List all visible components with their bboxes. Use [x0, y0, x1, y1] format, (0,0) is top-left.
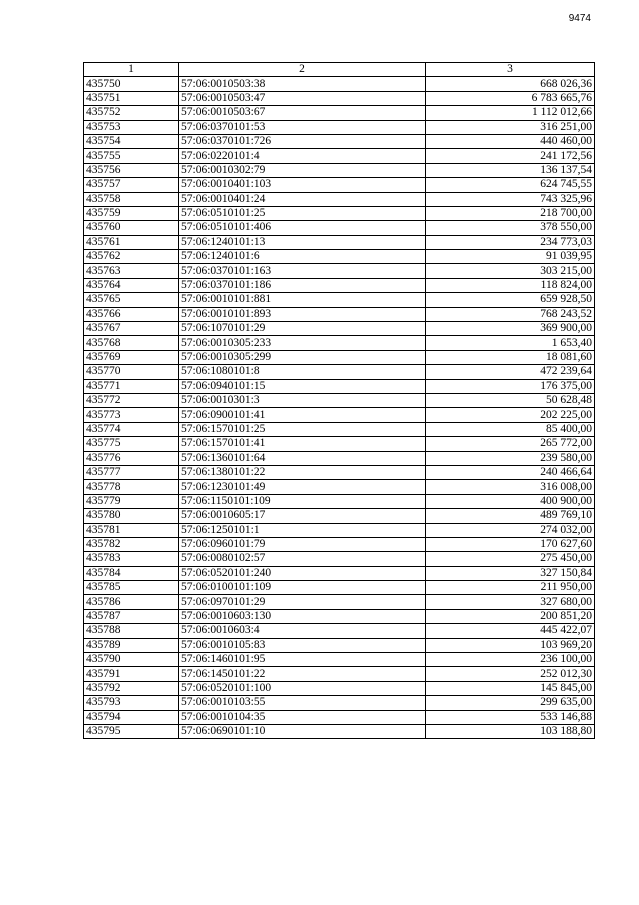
row-number-cell: 435760 — [84, 221, 179, 235]
row-number-cell: 435783 — [84, 552, 179, 566]
table-row — [84, 437, 595, 451]
value-cell: 240 466,64 — [426, 465, 595, 479]
table-row — [84, 480, 595, 494]
value-cell: 445 422,07 — [426, 624, 595, 638]
value-cell: 668 026,36 — [426, 77, 595, 91]
value-cell: 659 928,50 — [426, 293, 595, 307]
table-row — [84, 393, 595, 407]
value-cell: 6 783 665,76 — [426, 91, 595, 105]
cadastral-number-cell: 57:06:0220101:4 — [179, 149, 426, 163]
table-row — [84, 724, 595, 738]
cadastral-number-cell: 57:06:1240101:13 — [179, 235, 426, 249]
table-row — [84, 365, 595, 379]
row-number-cell: 435754 — [84, 134, 179, 148]
value-cell: 327 680,00 — [426, 595, 595, 609]
table-row — [84, 350, 595, 364]
table-row — [84, 163, 595, 177]
value-cell: 236 100,00 — [426, 653, 595, 667]
row-number-cell: 435793 — [84, 696, 179, 710]
row-number-cell: 435763 — [84, 264, 179, 278]
table-row — [84, 494, 595, 508]
table-row — [84, 307, 595, 321]
row-number-cell: 435779 — [84, 494, 179, 508]
table-row — [84, 667, 595, 681]
cadastral-number-cell: 57:06:0010603:4 — [179, 624, 426, 638]
table-row — [84, 465, 595, 479]
row-number-cell: 435787 — [84, 609, 179, 623]
data-table — [83, 62, 595, 739]
table-row — [84, 552, 595, 566]
row-number-cell: 435771 — [84, 379, 179, 393]
cadastral-number-cell: 57:06:1460101:95 — [179, 653, 426, 667]
row-number-cell: 435755 — [84, 149, 179, 163]
row-number-cell: 435790 — [84, 653, 179, 667]
row-number-cell: 435770 — [84, 365, 179, 379]
cadastral-number-cell: 57:06:1450101:22 — [179, 667, 426, 681]
table-row — [84, 379, 595, 393]
row-number-cell: 435761 — [84, 235, 179, 249]
cadastral-number-cell: 57:06:0520101:100 — [179, 681, 426, 695]
column-header-3: 3 — [426, 63, 595, 77]
table-row — [84, 192, 595, 206]
cadastral-number-cell: 57:06:0010302:79 — [179, 163, 426, 177]
value-cell: 239 580,00 — [426, 451, 595, 465]
value-cell: 400 900,00 — [426, 494, 595, 508]
value-cell: 85 400,00 — [426, 422, 595, 436]
value-cell: 211 950,00 — [426, 581, 595, 595]
table-row — [84, 422, 595, 436]
row-number-cell: 435781 — [84, 523, 179, 537]
cadastral-number-cell: 57:06:0010605:17 — [179, 509, 426, 523]
row-number-cell: 435750 — [84, 77, 179, 91]
table-body — [84, 77, 595, 739]
value-cell: 316 251,00 — [426, 120, 595, 134]
row-number-cell: 435766 — [84, 307, 179, 321]
cadastral-number-cell: 57:06:0010101:881 — [179, 293, 426, 307]
table-row — [84, 509, 595, 523]
table-row — [84, 221, 595, 235]
table-row — [84, 408, 595, 422]
row-number-cell: 435791 — [84, 667, 179, 681]
row-number-cell: 435780 — [84, 509, 179, 523]
row-number-cell: 435768 — [84, 336, 179, 350]
table-row — [84, 264, 595, 278]
table-row — [84, 206, 595, 220]
row-number-cell: 435782 — [84, 537, 179, 551]
row-number-cell: 435756 — [84, 163, 179, 177]
table-row — [84, 322, 595, 336]
column-header-1: 1 — [84, 63, 179, 77]
row-number-cell: 435788 — [84, 624, 179, 638]
value-cell: 136 137,54 — [426, 163, 595, 177]
cadastral-number-cell: 57:06:0010603:130 — [179, 609, 426, 623]
row-number-cell: 435777 — [84, 465, 179, 479]
table-row — [84, 278, 595, 292]
value-cell: 743 325,96 — [426, 192, 595, 206]
cadastral-number-cell: 57:06:0010305:299 — [179, 350, 426, 364]
cadastral-number-cell: 57:06:0370101:186 — [179, 278, 426, 292]
table-row — [84, 595, 595, 609]
value-cell: 265 772,00 — [426, 437, 595, 451]
table-row — [84, 250, 595, 264]
value-cell: 489 769,10 — [426, 509, 595, 523]
cadastral-number-cell: 57:06:0010401:24 — [179, 192, 426, 206]
table-row — [84, 681, 595, 695]
value-cell: 241 172,56 — [426, 149, 595, 163]
table-row — [84, 523, 595, 537]
table-row — [84, 293, 595, 307]
value-cell: 103 969,20 — [426, 638, 595, 652]
value-cell: 103 188,80 — [426, 724, 595, 738]
cadastral-number-cell: 57:06:0010503:47 — [179, 91, 426, 105]
table-row — [84, 566, 595, 580]
table-row — [84, 710, 595, 724]
cadastral-number-cell: 57:06:0010301:3 — [179, 393, 426, 407]
cadastral-number-cell: 57:06:0690101:10 — [179, 724, 426, 738]
value-cell: 472 239,64 — [426, 365, 595, 379]
row-number-cell: 435759 — [84, 206, 179, 220]
value-cell: 91 039,95 — [426, 250, 595, 264]
cadastral-number-cell: 57:06:0010401:103 — [179, 178, 426, 192]
table-row — [84, 178, 595, 192]
value-cell: 145 845,00 — [426, 681, 595, 695]
value-cell: 369 900,00 — [426, 322, 595, 336]
cadastral-number-cell: 57:06:0510101:25 — [179, 206, 426, 220]
table-row — [84, 696, 595, 710]
row-number-cell: 435786 — [84, 595, 179, 609]
row-number-cell: 435762 — [84, 250, 179, 264]
cadastral-number-cell: 57:06:0510101:406 — [179, 221, 426, 235]
value-cell: 202 225,00 — [426, 408, 595, 422]
row-number-cell: 435773 — [84, 408, 179, 422]
table-row — [84, 235, 595, 249]
row-number-cell: 435774 — [84, 422, 179, 436]
page-number: 9474 — [568, 13, 591, 24]
cadastral-number-cell: 57:06:0010101:893 — [179, 307, 426, 321]
table-row — [84, 77, 595, 91]
cadastral-number-cell: 57:06:0520101:240 — [179, 566, 426, 580]
table-row — [84, 91, 595, 105]
cadastral-number-cell: 57:06:0940101:15 — [179, 379, 426, 393]
row-number-cell: 435794 — [84, 710, 179, 724]
value-cell: 533 146,88 — [426, 710, 595, 724]
value-cell: 1 653,40 — [426, 336, 595, 350]
table-row — [84, 336, 595, 350]
value-cell: 234 773,03 — [426, 235, 595, 249]
row-number-cell: 435751 — [84, 91, 179, 105]
table-header — [84, 63, 595, 77]
cadastral-number-cell: 57:06:1230101:49 — [179, 480, 426, 494]
value-cell: 176 375,00 — [426, 379, 595, 393]
cadastral-number-cell: 57:06:1240101:6 — [179, 250, 426, 264]
row-number-cell: 435784 — [84, 566, 179, 580]
cadastral-number-cell: 57:06:0370101:163 — [179, 264, 426, 278]
value-cell: 274 032,00 — [426, 523, 595, 537]
table-row — [84, 106, 595, 120]
cadastral-number-cell: 57:06:0370101:726 — [179, 134, 426, 148]
row-number-cell: 435775 — [84, 437, 179, 451]
row-number-cell: 435765 — [84, 293, 179, 307]
table-row — [84, 134, 595, 148]
value-cell: 303 215,00 — [426, 264, 595, 278]
value-cell: 18 081,60 — [426, 350, 595, 364]
cadastral-number-cell: 57:06:0010105:83 — [179, 638, 426, 652]
value-cell: 170 627,60 — [426, 537, 595, 551]
cadastral-number-cell: 57:06:0010104:35 — [179, 710, 426, 724]
row-number-cell: 435795 — [84, 724, 179, 738]
header-row — [84, 63, 595, 77]
value-cell: 218 700,00 — [426, 206, 595, 220]
row-number-cell: 435752 — [84, 106, 179, 120]
row-number-cell: 435772 — [84, 393, 179, 407]
cadastral-number-cell: 57:06:0960101:79 — [179, 537, 426, 551]
row-number-cell: 435767 — [84, 322, 179, 336]
table-row — [84, 581, 595, 595]
cadastral-number-cell: 57:06:0970101:29 — [179, 595, 426, 609]
value-cell: 440 460,00 — [426, 134, 595, 148]
cadastral-number-cell: 57:06:0900101:41 — [179, 408, 426, 422]
value-cell: 200 851,20 — [426, 609, 595, 623]
cadastral-number-cell: 57:06:0010305:233 — [179, 336, 426, 350]
cadastral-number-cell: 57:06:0010503:67 — [179, 106, 426, 120]
value-cell: 768 243,52 — [426, 307, 595, 321]
table-row — [84, 120, 595, 134]
cadastral-number-cell: 57:06:1250101:1 — [179, 523, 426, 537]
row-number-cell: 435757 — [84, 178, 179, 192]
cadastral-number-cell: 57:06:1570101:25 — [179, 422, 426, 436]
cadastral-number-cell: 57:06:1070101:29 — [179, 322, 426, 336]
row-number-cell: 435769 — [84, 350, 179, 364]
table-row — [84, 653, 595, 667]
value-cell: 299 635,00 — [426, 696, 595, 710]
column-header-2: 2 — [179, 63, 426, 77]
row-number-cell: 435753 — [84, 120, 179, 134]
value-cell: 1 112 012,66 — [426, 106, 595, 120]
value-cell: 327 150,84 — [426, 566, 595, 580]
value-cell: 378 550,00 — [426, 221, 595, 235]
row-number-cell: 435776 — [84, 451, 179, 465]
cadastral-number-cell: 57:06:1570101:41 — [179, 437, 426, 451]
table-row — [84, 638, 595, 652]
cadastral-number-cell: 57:06:1080101:8 — [179, 365, 426, 379]
cadastral-number-cell: 57:06:0080102:57 — [179, 552, 426, 566]
row-number-cell: 435764 — [84, 278, 179, 292]
cadastral-number-cell: 57:06:0010503:38 — [179, 77, 426, 91]
value-cell: 275 450,00 — [426, 552, 595, 566]
value-cell: 50 628,48 — [426, 393, 595, 407]
row-number-cell: 435778 — [84, 480, 179, 494]
value-cell: 118 824,00 — [426, 278, 595, 292]
row-number-cell: 435758 — [84, 192, 179, 206]
cadastral-number-cell: 57:06:1380101:22 — [179, 465, 426, 479]
table-row — [84, 451, 595, 465]
table-row — [84, 149, 595, 163]
cadastral-number-cell: 57:06:0100101:109 — [179, 581, 426, 595]
cadastral-number-cell: 57:06:1360101:64 — [179, 451, 426, 465]
table-row — [84, 537, 595, 551]
cadastral-number-cell: 57:06:0010103:55 — [179, 696, 426, 710]
row-number-cell: 435785 — [84, 581, 179, 595]
table-row — [84, 624, 595, 638]
value-cell: 252 012,30 — [426, 667, 595, 681]
row-number-cell: 435792 — [84, 681, 179, 695]
row-number-cell: 435789 — [84, 638, 179, 652]
value-cell: 624 745,55 — [426, 178, 595, 192]
table-row — [84, 609, 595, 623]
cadastral-number-cell: 57:06:1150101:109 — [179, 494, 426, 508]
cadastral-number-cell: 57:06:0370101:53 — [179, 120, 426, 134]
value-cell: 316 008,00 — [426, 480, 595, 494]
